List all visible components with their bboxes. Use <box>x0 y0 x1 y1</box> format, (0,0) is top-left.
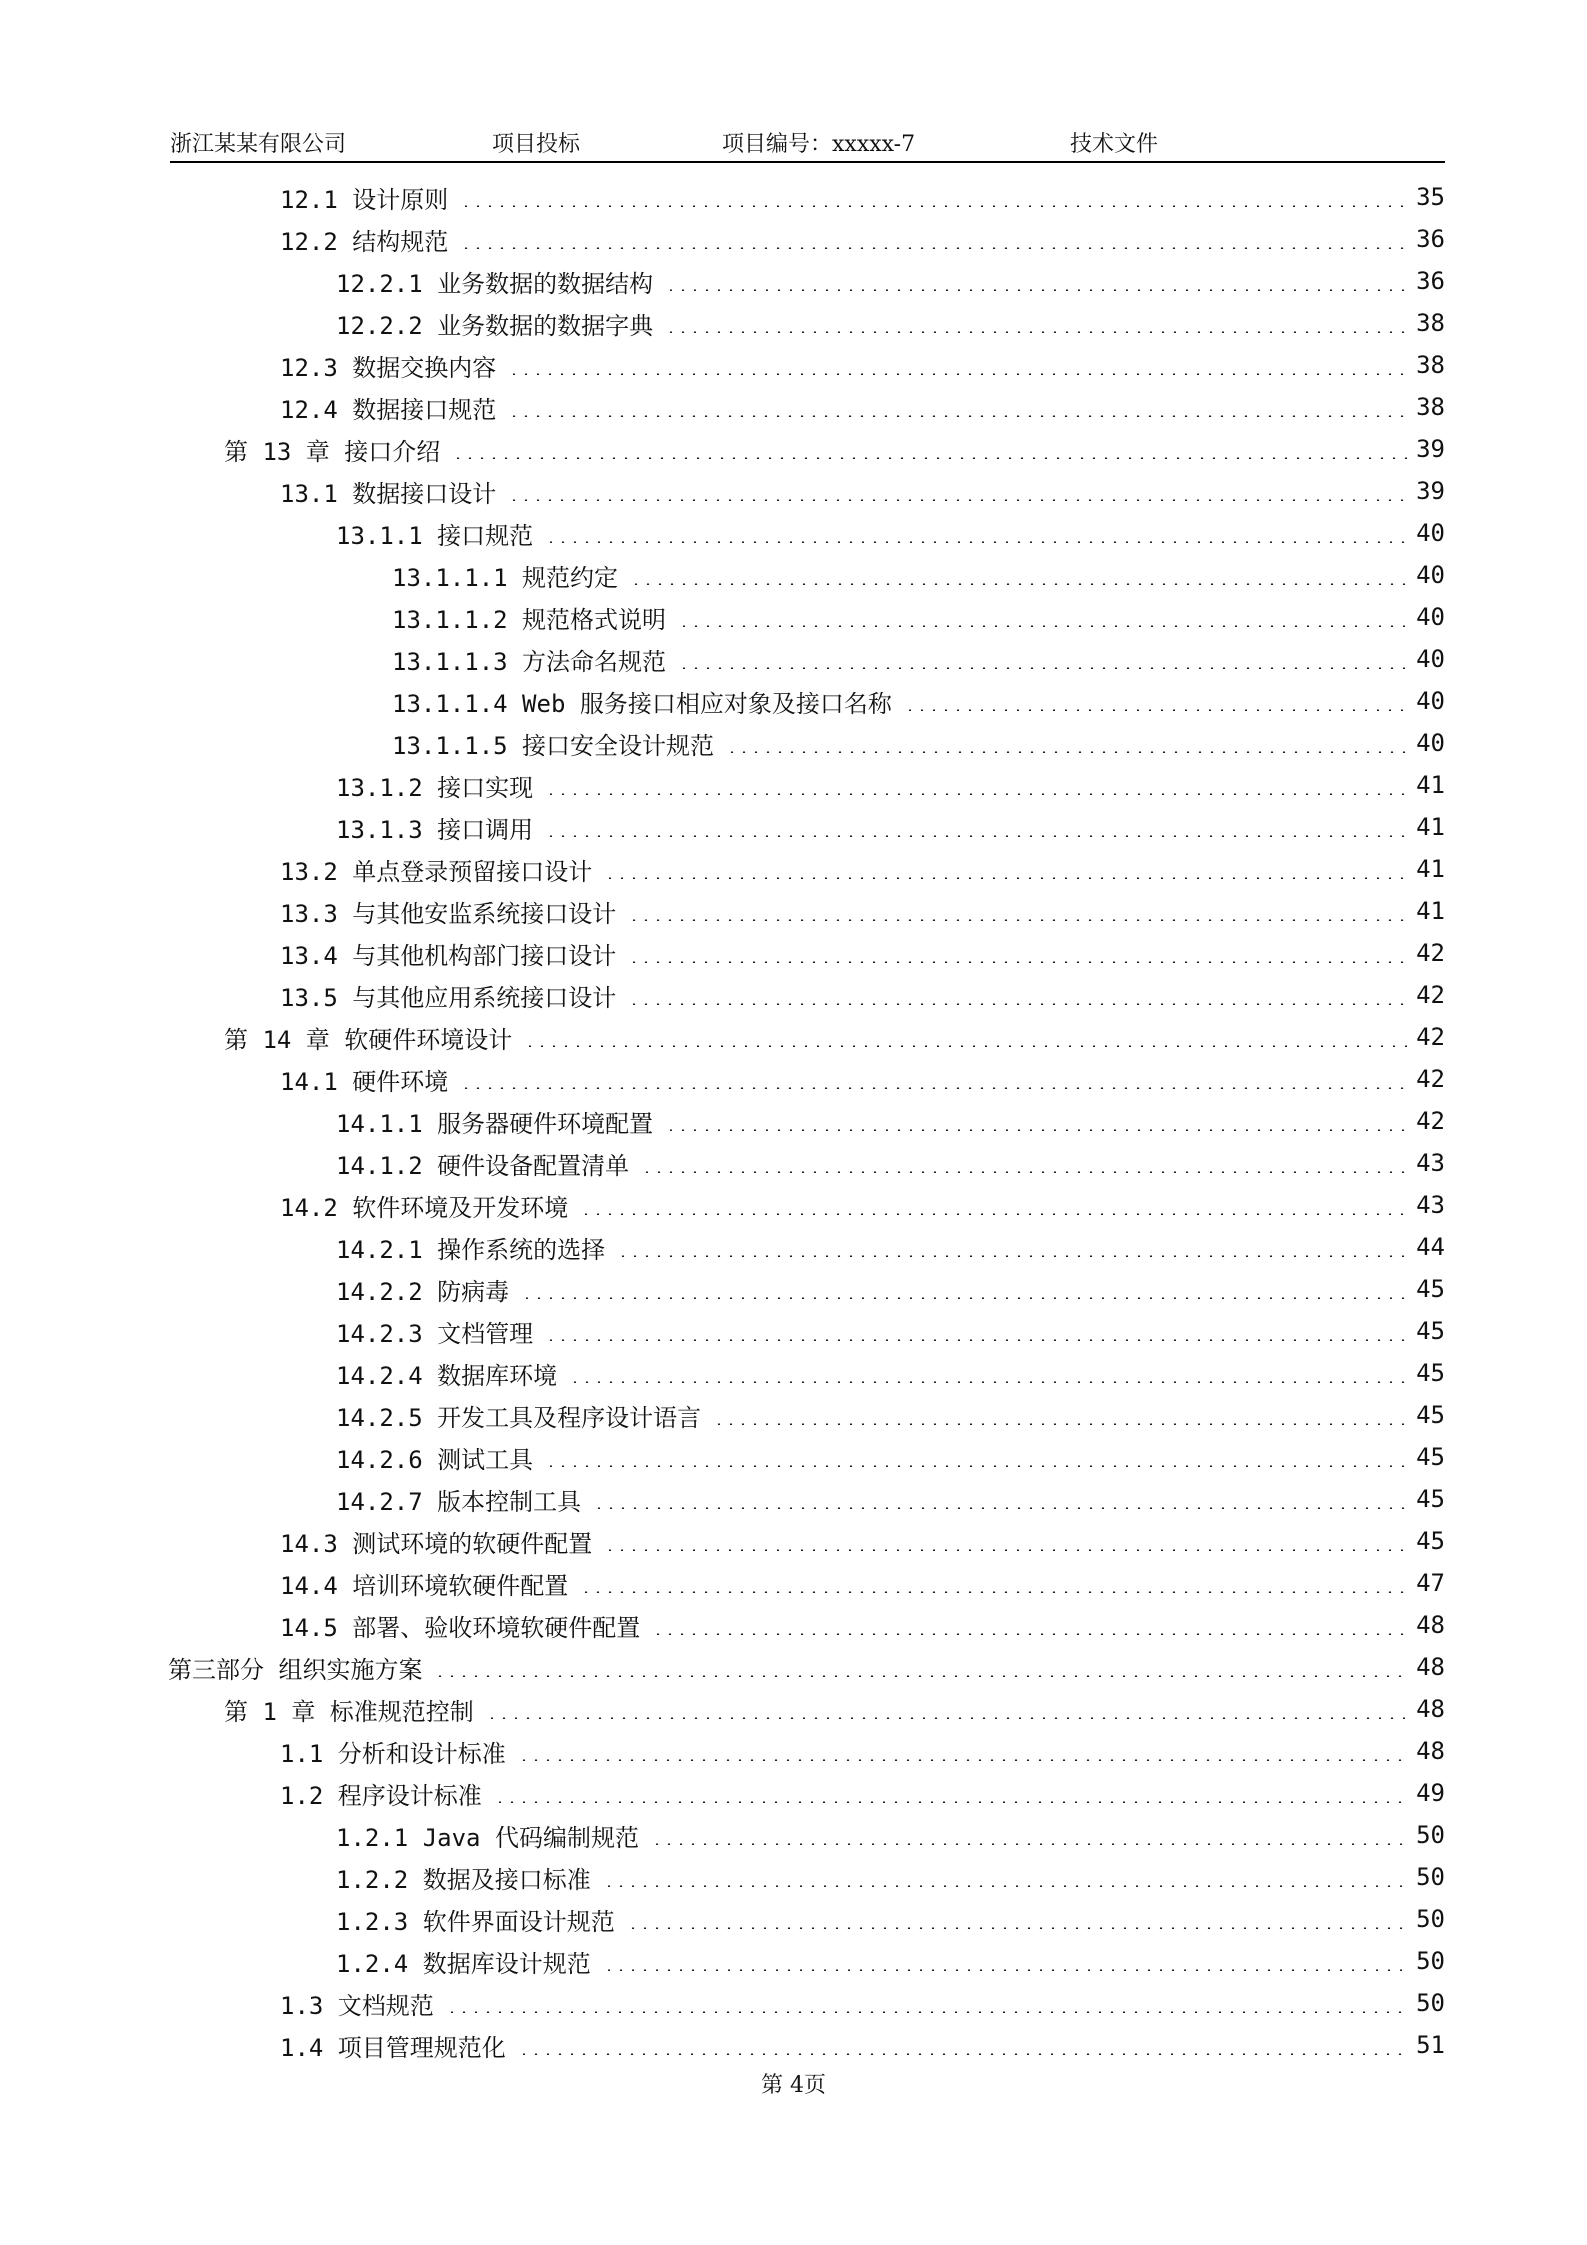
toc-entry[interactable] <box>336 764 1445 806</box>
toc-entry[interactable] <box>336 1436 1445 1478</box>
toc-entry[interactable] <box>336 1268 1445 1310</box>
toc-entry-title: 12.1 设计原则 <box>280 185 449 214</box>
toc-entry-title: 14.5 部署、验收环境软硬件配置 <box>280 1613 641 1642</box>
toc-entry-title: 第 1 章 标准规范控制 <box>224 1697 474 1726</box>
toc-entry[interactable] <box>336 1940 1445 1982</box>
toc-dot-leader <box>604 1549 1409 1551</box>
toc-dot-leader <box>726 751 1409 753</box>
toc-entry[interactable] <box>336 302 1445 344</box>
toc-dot-leader <box>617 1255 1409 1257</box>
toc-entry-page: 50 <box>1416 1863 1445 1891</box>
toc-entry[interactable] <box>336 260 1445 302</box>
toc-dot-leader <box>630 583 1409 585</box>
toc-entry-title: 第 13 章 接口介绍 <box>224 437 441 466</box>
toc-entry-title: 13.1.2 接口实现 <box>336 773 534 802</box>
toc-dot-leader <box>627 1927 1409 1929</box>
toc-dot-leader <box>494 1801 1409 1803</box>
toc-entry-page: 41 <box>1416 897 1445 925</box>
page-header <box>170 123 1445 163</box>
header-project-number: 项目编号：xxxxx-7 <box>722 132 916 157</box>
toc-entry-page: 45 <box>1416 1527 1445 1555</box>
toc-entry-page: 43 <box>1416 1191 1445 1219</box>
toc-entry-page: 45 <box>1416 1443 1445 1471</box>
toc-dot-leader <box>580 1213 1409 1215</box>
toc-entry[interactable] <box>280 344 1445 386</box>
toc-entry[interactable] <box>392 722 1445 764</box>
toc-entry-title: 13.1.1 接口规范 <box>336 521 534 550</box>
toc-entry-page: 48 <box>1416 1611 1445 1639</box>
toc-entry-title: 14.1 硬件环境 <box>280 1067 449 1096</box>
toc-entry[interactable] <box>280 1772 1445 1814</box>
toc-dot-leader <box>665 331 1409 333</box>
toc-entry-title: 12.2.2 业务数据的数据字典 <box>336 311 654 340</box>
toc-entry-page: 41 <box>1416 771 1445 799</box>
toc-entry-page: 50 <box>1416 1947 1445 1975</box>
toc-dot-leader <box>434 1675 1409 1677</box>
toc-entry-title: 第三部分 组织实施方案 <box>168 1655 423 1684</box>
toc-dot-leader <box>545 1465 1409 1467</box>
toc-dot-leader <box>641 1171 1409 1173</box>
toc-entry[interactable] <box>392 596 1445 638</box>
toc-entry-title: 13.1.1.5 接口安全设计规范 <box>392 731 715 760</box>
toc-entry-title: 13.1.1.3 方法命名规范 <box>392 647 667 676</box>
toc-entry-title: 14.1.2 硬件设备配置清单 <box>336 1151 630 1180</box>
toc-entry-page: 49 <box>1416 1779 1445 1807</box>
toc-entry-title: 14.3 测试环境的软硬件配置 <box>280 1529 593 1558</box>
toc-entry-title: 1.2 程序设计标准 <box>280 1781 482 1810</box>
toc-dot-leader <box>545 1339 1409 1341</box>
toc-dot-leader <box>545 835 1409 837</box>
toc-entry-page: 50 <box>1416 1821 1445 1849</box>
toc-entry[interactable] <box>280 1730 1445 1772</box>
toc-entry-page: 50 <box>1416 1905 1445 1933</box>
toc-entry-page: 42 <box>1416 1023 1445 1051</box>
toc-dot-leader <box>524 1045 1409 1047</box>
toc-dot-leader <box>521 1297 1409 1299</box>
toc-entry-page: 43 <box>1416 1149 1445 1177</box>
toc-entry-title: 14.2.1 操作系统的选择 <box>336 1235 606 1264</box>
toc-entry-title: 13.1.1.4 Web 服务接口相应对象及接口名称 <box>392 689 892 718</box>
toc-entry-page: 42 <box>1416 1107 1445 1135</box>
toc-entry-title: 12.2.1 业务数据的数据结构 <box>336 269 654 298</box>
toc-dot-leader <box>545 541 1409 543</box>
toc-entry[interactable] <box>224 1688 1445 1730</box>
toc-entry-page: 45 <box>1416 1359 1445 1387</box>
toc-entry-title: 13.2 单点登录预留接口设计 <box>280 857 593 886</box>
toc-dot-leader <box>628 919 1409 921</box>
toc-dot-leader <box>545 793 1409 795</box>
toc-dot-leader <box>628 961 1409 963</box>
toc-entry[interactable] <box>224 428 1445 470</box>
toc-entry-page: 40 <box>1416 687 1445 715</box>
toc-entry-page: 39 <box>1416 435 1445 463</box>
toc-dot-leader <box>604 877 1409 879</box>
toc-entry[interactable] <box>336 1142 1445 1184</box>
toc-entry[interactable] <box>336 1814 1445 1856</box>
toc-entry[interactable] <box>280 974 1445 1016</box>
header-bid: 项目投标 <box>492 132 581 157</box>
toc-entry[interactable] <box>392 638 1445 680</box>
toc-entry-page: 38 <box>1416 351 1445 379</box>
page-footer: 第 4页 <box>761 2073 826 2098</box>
toc-entry-page: 40 <box>1416 561 1445 589</box>
toc-entry-page: 39 <box>1416 477 1445 505</box>
toc-entry-page: 41 <box>1416 813 1445 841</box>
toc-entry-page: 44 <box>1416 1233 1445 1261</box>
toc-entry[interactable] <box>392 554 1445 596</box>
toc-entry[interactable] <box>336 1898 1445 1940</box>
toc-entry[interactable] <box>336 1310 1445 1352</box>
toc-entry[interactable] <box>280 1184 1445 1226</box>
toc-dot-leader <box>678 667 1409 669</box>
toc-dot-leader <box>665 289 1409 291</box>
toc-entry-title: 12.4 数据接口规范 <box>280 395 497 424</box>
toc-entry-title: 1.1 分析和设计标准 <box>280 1739 506 1768</box>
toc-entry-page: 36 <box>1416 225 1445 253</box>
toc-dot-leader <box>452 457 1409 459</box>
toc-entry[interactable] <box>280 1982 1445 2024</box>
toc-entry-title: 13.1.1.1 规范约定 <box>392 563 619 592</box>
toc-dot-leader <box>904 709 1409 711</box>
toc-entry-title: 14.2.7 版本控制工具 <box>336 1487 582 1516</box>
toc-entry-page: 38 <box>1416 393 1445 421</box>
toc-entry-page: 40 <box>1416 645 1445 673</box>
toc-entry[interactable] <box>336 1856 1445 1898</box>
toc-entry[interactable] <box>280 2024 1445 2066</box>
toc-entry-page: 48 <box>1416 1695 1445 1723</box>
toc-entry-title: 1.2.2 数据及接口标准 <box>336 1865 591 1894</box>
toc-entry[interactable] <box>280 1562 1445 1604</box>
toc-entry-title: 13.3 与其他安监系统接口设计 <box>280 899 617 928</box>
toc-dot-leader <box>713 1423 1409 1425</box>
toc-entry-title: 1.2.4 数据库设计规范 <box>336 1949 591 1978</box>
toc-entry[interactable] <box>336 1352 1445 1394</box>
toc-entry-title: 14.4 培训环境软硬件配置 <box>280 1571 569 1600</box>
toc-dot-leader <box>651 1843 1409 1845</box>
toc-dot-leader <box>569 1381 1409 1383</box>
toc-entry-title: 1.3 文档规范 <box>280 1991 434 2020</box>
toc-dot-leader <box>486 1717 1409 1719</box>
toc-entry-page: 42 <box>1416 1065 1445 1093</box>
toc-dot-leader <box>628 1003 1409 1005</box>
toc-dot-leader <box>446 2011 1409 2013</box>
toc-entry[interactable] <box>336 512 1445 554</box>
toc-dot-leader <box>508 373 1409 375</box>
toc-entry-title: 14.2 软件环境及开发环境 <box>280 1193 569 1222</box>
toc-entry[interactable] <box>280 386 1445 428</box>
toc-entry[interactable] <box>336 1226 1445 1268</box>
toc-entry-title: 14.2.2 防病毒 <box>336 1277 510 1306</box>
toc-entry-page: 42 <box>1416 981 1445 1009</box>
toc-entry-page: 45 <box>1416 1485 1445 1513</box>
toc-dot-leader <box>593 1507 1409 1509</box>
toc-entry[interactable] <box>336 1100 1445 1142</box>
toc-entry-page: 48 <box>1416 1653 1445 1681</box>
toc-entry[interactable] <box>280 848 1445 890</box>
toc-entry-page: 40 <box>1416 603 1445 631</box>
toc-entry[interactable] <box>392 680 1445 722</box>
toc-entry-title: 1.2.1 Java 代码编制规范 <box>336 1823 639 1852</box>
toc-entry-title: 13.5 与其他应用系统接口设计 <box>280 983 617 1012</box>
toc-dot-leader <box>665 1129 1409 1131</box>
toc-entry[interactable] <box>280 176 1445 218</box>
toc-entry-page: 36 <box>1416 267 1445 295</box>
toc-entry-title: 1.2.3 软件界面设计规范 <box>336 1907 615 1936</box>
toc-entry-page: 51 <box>1416 2031 1445 2059</box>
toc-dot-leader <box>652 1633 1409 1635</box>
toc-entry-page: 45 <box>1416 1401 1445 1429</box>
toc-entry[interactable] <box>280 1058 1445 1100</box>
toc-entry-title: 13.1 数据接口设计 <box>280 479 497 508</box>
toc-entry-title: 14.2.6 测试工具 <box>336 1445 534 1474</box>
toc-entry-page: 40 <box>1416 729 1445 757</box>
toc-entry-title: 13.1.1.2 规范格式说明 <box>392 605 667 634</box>
toc-entry[interactable] <box>336 1394 1445 1436</box>
toc-entry-page: 50 <box>1416 1989 1445 2017</box>
header-doc-type: 技术文件 <box>1070 132 1159 157</box>
toc-entry-page: 47 <box>1416 1569 1445 1597</box>
header-company: 浙江某某有限公司 <box>170 132 347 157</box>
toc-entry-title: 13.4 与其他机构部门接口设计 <box>280 941 617 970</box>
toc-entry-title: 1.4 项目管理规范化 <box>280 2033 506 2062</box>
toc-entry-title: 第 14 章 软硬件环境设计 <box>224 1025 513 1054</box>
toc-dot-leader <box>508 499 1409 501</box>
toc-entry[interactable] <box>280 1520 1445 1562</box>
toc-entry-title: 12.2 结构规范 <box>280 227 449 256</box>
toc-entry-page: 38 <box>1416 309 1445 337</box>
toc-entry-page: 42 <box>1416 939 1445 967</box>
toc-entry[interactable] <box>224 1016 1445 1058</box>
toc-dot-leader <box>603 1969 1409 1971</box>
toc-entry-page: 45 <box>1416 1275 1445 1303</box>
toc-dot-leader <box>460 1087 1409 1089</box>
toc-entry-title: 14.2.4 数据库环境 <box>336 1361 558 1390</box>
toc-dot-leader <box>518 1759 1409 1761</box>
toc-entry-page: 41 <box>1416 855 1445 883</box>
toc-dot-leader <box>518 2053 1409 2055</box>
toc-entry[interactable] <box>336 806 1445 848</box>
toc-entry[interactable] <box>280 932 1445 974</box>
toc-dot-leader <box>460 247 1409 249</box>
toc-dot-leader <box>603 1885 1409 1887</box>
toc-entry-page: 48 <box>1416 1737 1445 1765</box>
toc-entry-page: 40 <box>1416 519 1445 547</box>
toc-dot-leader <box>678 625 1409 627</box>
toc-entry-title: 14.2.5 开发工具及程序设计语言 <box>336 1403 702 1432</box>
toc-entry[interactable] <box>336 1478 1445 1520</box>
toc-dot-leader <box>580 1591 1409 1593</box>
toc-entry-title: 14.2.3 文档管理 <box>336 1319 534 1348</box>
toc-entry[interactable] <box>280 218 1445 260</box>
toc-entry[interactable] <box>280 890 1445 932</box>
toc-entry-title: 13.1.3 接口调用 <box>336 815 534 844</box>
toc-entry[interactable] <box>280 1604 1445 1646</box>
toc-entry[interactable] <box>168 1646 1445 1688</box>
toc-entry-title: 12.3 数据交换内容 <box>280 353 497 382</box>
toc-entry-page: 35 <box>1416 183 1445 211</box>
toc-entry[interactable] <box>280 470 1445 512</box>
toc-dot-leader <box>508 415 1409 417</box>
toc-entry-title: 14.1.1 服务器硬件环境配置 <box>336 1109 654 1138</box>
toc-dot-leader <box>460 205 1409 207</box>
toc-entry-page: 45 <box>1416 1317 1445 1345</box>
